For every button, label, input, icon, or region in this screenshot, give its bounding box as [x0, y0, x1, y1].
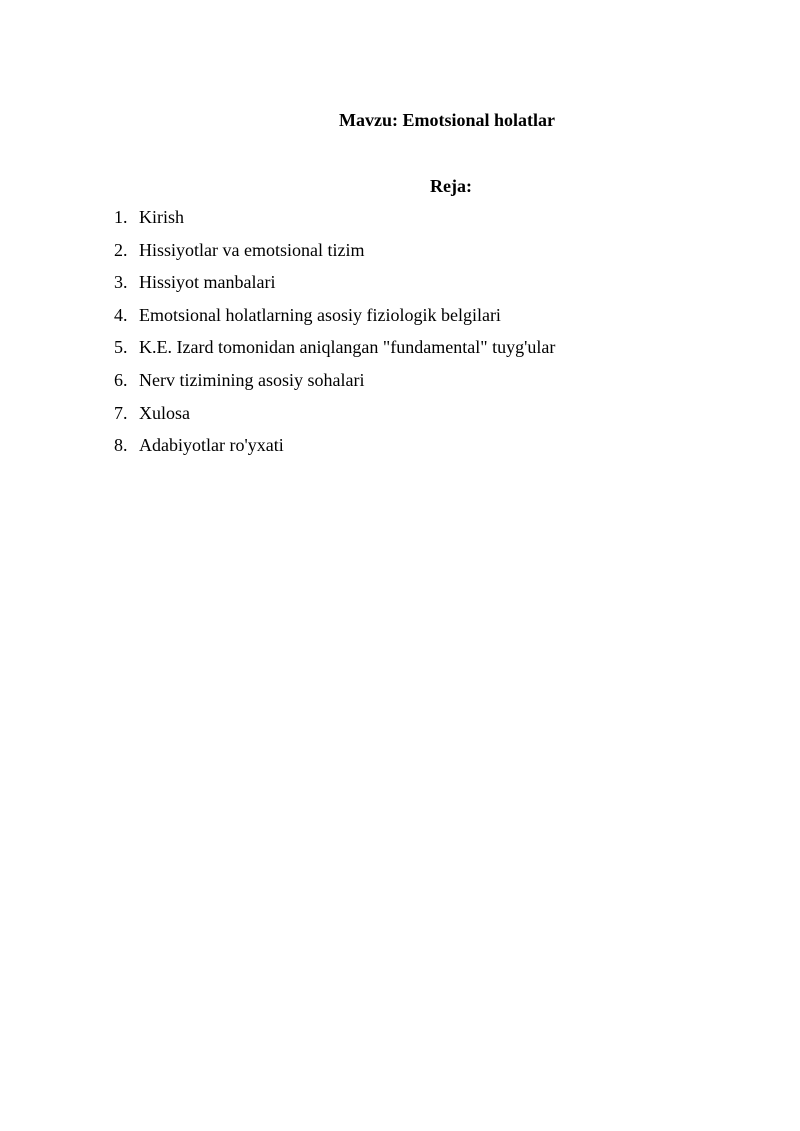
plan-item-text: Kirish: [139, 207, 184, 227]
plan-item-number: 2.: [114, 239, 128, 260]
plan-item-text: Xulosa: [139, 402, 190, 423]
plan-item-number: 7.: [114, 402, 128, 423]
plan-item-3: [114, 269, 555, 302]
plan-heading: Reja:: [430, 176, 472, 196]
plan-item-8: [114, 432, 555, 465]
plan-item-number: 4.: [114, 304, 128, 325]
plan-item-text: Hissiyotlar va emotsional tizim: [139, 239, 365, 260]
plan-item-5: [114, 334, 555, 367]
plan-item-number: 3.: [114, 272, 128, 293]
plan-item-number: 1.: [114, 207, 128, 227]
plan-item-7: [114, 400, 555, 433]
plan-item-4: [114, 302, 555, 335]
plan-item-2: [114, 237, 555, 270]
plan-item-text: Adabiyotlar ro'yxati: [139, 435, 284, 456]
plan-item-number: 5.: [114, 337, 128, 358]
plan-item-1: [114, 204, 555, 237]
topic-title: Mavzu: Emotsional holatlar: [339, 110, 555, 130]
plan-item-text: Emotsional holatlarning asosiy fiziologik belgilari: [139, 304, 501, 325]
plan-item-text: Hissiyot manbalari: [139, 272, 276, 293]
plan-item-number: 8.: [114, 435, 128, 456]
plan-item-text: Nerv tizimining asosiy sohalari: [139, 369, 365, 390]
plan-item-text: K.E. Izard tomonidan aniqlangan "fundamental" tuyg'ular: [139, 337, 556, 358]
plan-item-6: [114, 367, 555, 400]
plan-list: [114, 204, 555, 465]
plan-item-number: 6.: [114, 369, 128, 390]
